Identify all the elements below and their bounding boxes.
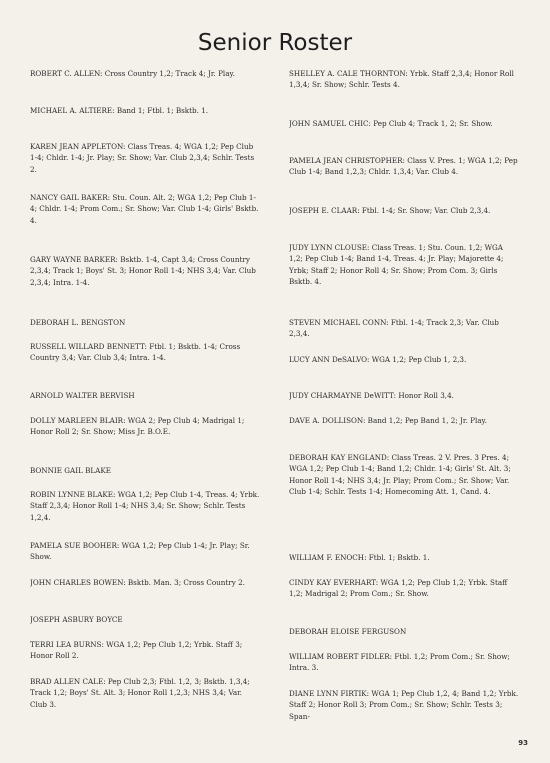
roster-entry: MICHAEL A. ALTIERE: Band 1; Ftbl. 1; Bsktb. 1. bbox=[30, 106, 209, 115]
page-title: Senior Roster bbox=[197, 30, 353, 56]
roster-entry: NANCY GAIL BAKER: Stu. Coun. Alt. 2; WGA 1,2; Pep Club 1-4; Chldr. 1-4; Prom Com.; Sr. Show; Var. Club 1-4; Girls' Bsktb. 4. bbox=[30, 193, 259, 225]
roster-entry: DEBORAH L. BENGSTON bbox=[30, 318, 126, 327]
roster-entry: JOHN SAMUEL CHIC: Pep Club 4; Track 1, 2; Sr. Show. bbox=[289, 119, 493, 128]
roster-entry: JOHN CHARLES BOWEN: Bsktb. Man. 3; Cross Country 2. bbox=[30, 578, 245, 587]
page-number: 93 bbox=[518, 739, 528, 747]
roster-entry: RUSSELL WILLARD BENNETT: Ftbl. 1; Bsktb. 1-4; Cross Country 3,4; Var. Club 3,4; Intra. 1-4. bbox=[30, 342, 241, 363]
roster-entry: DOLLY MARLEEN BLAIR: WGA 2; Pep Club 4; Madrigal 1; Honor Roll 2; Sr. Show; Miss Jr. B.O.E. bbox=[30, 416, 245, 437]
roster-entry: PAMELA SUE BOOHER: WGA 1,2; Pep Club 1-4; Jr. Play; Sr. Show. bbox=[30, 541, 250, 562]
roster-columns bbox=[30, 68, 530, 728]
roster-entry: JOSEPH E. CLAAR: Ftbl. 1-4; Sr. Show; Var. Club 2,3,4. bbox=[289, 206, 491, 215]
roster-entry: DAVE A. DOLLISON: Band 1,2; Pep Band 1, 2; Jr. Play. bbox=[289, 416, 487, 425]
roster-entry: DIANE LYNN FIRTIK: WGA 1; Pep Club 1,2, 4; Band 1,2; Yrbk. Staff 2; Honor Roll 3; Prom Com.; Sr. Show; Schlr. Tests 3; Span- bbox=[289, 689, 519, 721]
roster-entry: STEVEN MICHAEL CONN: Ftbl. 1-4; Track 2,3; Var. Club 2,3,4. bbox=[289, 318, 499, 339]
roster-entry: BONNIE GAIL BLAKE bbox=[30, 466, 111, 475]
roster-entry: WILLIAM ROBERT FIDLER: Ftbl. 1,2; Prom Com.; Sr. Show; Intra. 3. bbox=[289, 652, 510, 673]
roster-entry: WILLIAM F. ENOCH: Ftbl. 1; Bsktb. 1. bbox=[289, 553, 430, 562]
roster-entry: DEBORAH ELOISE FERGUSON bbox=[289, 627, 407, 636]
roster-entry: SHELLEY A. CALE THORNTON: Yrbk. Staff 2,3,4; Honor Roll 1,3,4; Sr. Show; Schlr. Tests 4. bbox=[289, 69, 514, 90]
roster-entry: KAREN JEAN APPLETON: Class Treas. 4; WGA 1,2; Pep Club 1-4; Chldr. 1-4; Jr. Play; Sr. Show; Var. Club 2,3,4; Schlr. Tests 2. bbox=[30, 142, 255, 174]
roster-entry: JUDY LYNN CLOUSE: Class Treas. 1; Stu. Coun. 1,2; WGA 1,2; Pep Club 1-4; Band 1-4, Treas. 4; Jr. Play; Majorette 4; Yrbk; Staff 2; Honor Roll 4; Sr. Show; Prom Com. 3; Girls Bsktb. 4. bbox=[289, 243, 504, 287]
roster-entry: DEBORAH KAY ENGLAND: Class Treas. 2 V. Pres. 3 Pres. 4; WGA 1,2; Pep Club 1-4; Band 1,2; Chldr. 1-4; Girls' St. Alt. 3; Honor Roll 1-4; NHS 3,4; Jr. Play; Prom Com.; Sr. Show; Var. Club 1-4; Schlr. Tests 1-4; Homecoming Att. 1, Cand. 4. bbox=[289, 453, 511, 497]
roster-entry: ROBERT C. ALLEN: Cross Country 1,2; Track 4; Jr. Play. bbox=[30, 69, 235, 78]
roster-entry: GARY WAYNE BARKER: Bsktb. 1-4, Capt 3,4; Cross Country 2,3,4; Track 1; Boys' St. 3; Honor Roll 1-4; NHS 3,4; Var. Club 2,3,4; Intra. 1-4. bbox=[30, 255, 256, 287]
roster-entry: BRAD ALLEN CALE: Pep Club 2,3; Ftbl. 1,2, 3; Bsktb. 1,3,4; Track 1,2; Boys' St. Alt. 3; Honor Roll 1,2,3; NHS 3,4; Var. Club 3. bbox=[30, 677, 250, 709]
roster-entry: LUCY ANN DeSALVO: WGA 1,2; Pep Club 1, 2,3. bbox=[289, 355, 467, 364]
roster-entry: TERRI LEA BURNS: WGA 1,2; Pep Club 1,2; Yrbk. Staff 3; Honor Roll 2. bbox=[30, 640, 243, 661]
roster-entry: CINDY KAY EVERHART: WGA 1,2; Pep Club 1,2; Yrbk. Staff 1,2; Madrigal 2; Prom Com.; Sr. Show. bbox=[289, 578, 508, 599]
roster-entry: ARNOLD WALTER BERVISH bbox=[30, 391, 135, 400]
roster-entry: JUDY CHARMAYNE DeWITT: Honor Roll 3,4. bbox=[289, 391, 454, 400]
roster-entry: ROBIN LYNNE BLAKE: WGA 1,2; Pep Club 1-4, Treas. 4; Yrbk. Staff 2,3,4; Honor Roll 1-4; NHS 3,4; Sr. Show; Schlr. Tests 1,2,4. bbox=[30, 490, 260, 522]
roster-entry: PAMELA JEAN CHRISTOPHER: Class V. Pres. 1; WGA 1,2; Pep Club 1-4; Band 1,2,3; Chldr. 1,3,4; Var. Club 4. bbox=[289, 156, 518, 177]
roster-entry: JOSEPH ASBURY BOYCE bbox=[30, 615, 123, 624]
